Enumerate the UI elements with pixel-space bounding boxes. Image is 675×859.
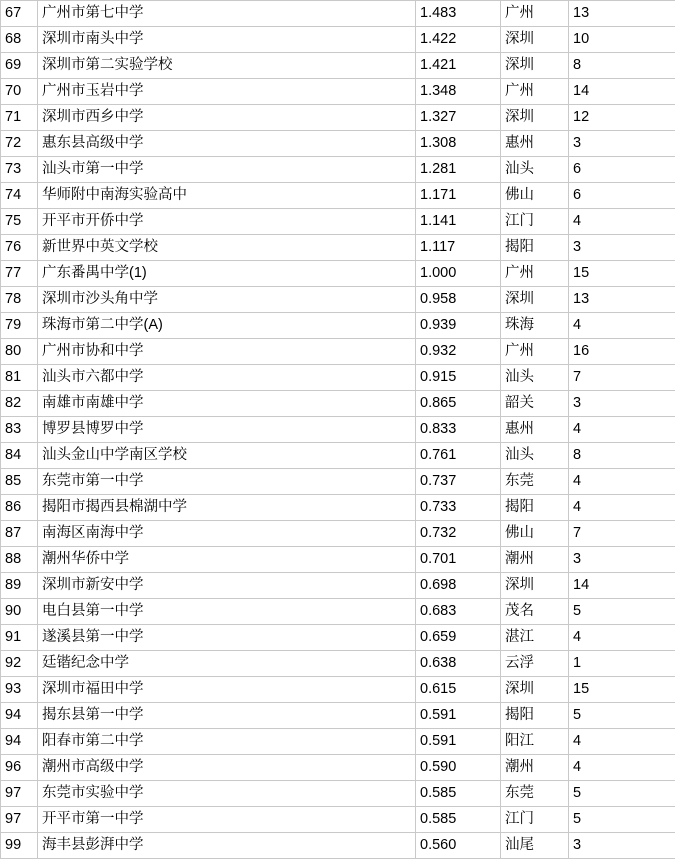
cell-city: 阳江 (501, 729, 569, 755)
cell-city: 惠州 (501, 131, 569, 157)
cell-rank: 86 (1, 495, 38, 521)
cell-score: 1.327 (416, 105, 501, 131)
cell-city: 广州 (501, 339, 569, 365)
table-row (1, 469, 675, 495)
cell-city: 江门 (501, 209, 569, 235)
cell-rank: 84 (1, 443, 38, 469)
cell-school: 广州市玉岩中学 (38, 79, 416, 105)
cell-rank: 74 (1, 183, 38, 209)
cell-score: 1.000 (416, 261, 501, 287)
table-row (1, 729, 675, 755)
cell-count: 7 (569, 521, 675, 547)
cell-rank: 70 (1, 79, 38, 105)
cell-count: 7 (569, 365, 675, 391)
cell-count: 14 (569, 79, 675, 105)
cell-score: 1.308 (416, 131, 501, 157)
cell-count: 1 (569, 651, 675, 677)
cell-school: 遂溪县第一中学 (38, 625, 416, 651)
cell-count: 5 (569, 807, 675, 833)
table-row (1, 157, 675, 183)
cell-rank: 99 (1, 833, 38, 859)
cell-count: 3 (569, 391, 675, 417)
cell-count: 3 (569, 235, 675, 261)
cell-score: 0.590 (416, 755, 501, 781)
cell-count: 6 (569, 183, 675, 209)
cell-count: 3 (569, 547, 675, 573)
cell-rank: 73 (1, 157, 38, 183)
table-row (1, 261, 675, 287)
cell-city: 揭阳 (501, 235, 569, 261)
cell-count: 14 (569, 573, 675, 599)
cell-count: 5 (569, 703, 675, 729)
cell-rank: 97 (1, 807, 38, 833)
table-row (1, 79, 675, 105)
cell-rank: 90 (1, 599, 38, 625)
cell-score: 0.939 (416, 313, 501, 339)
table-row (1, 599, 675, 625)
table-row (1, 443, 675, 469)
cell-school: 深圳市新安中学 (38, 573, 416, 599)
cell-city: 茂名 (501, 599, 569, 625)
cell-school: 博罗县博罗中学 (38, 417, 416, 443)
cell-count: 8 (569, 53, 675, 79)
cell-rank: 94 (1, 729, 38, 755)
cell-score: 0.591 (416, 703, 501, 729)
cell-score: 1.422 (416, 27, 501, 53)
cell-school: 深圳市福田中学 (38, 677, 416, 703)
cell-score: 0.865 (416, 391, 501, 417)
cell-count: 13 (569, 287, 675, 313)
cell-score: 0.585 (416, 807, 501, 833)
table-row (1, 313, 675, 339)
cell-school: 潮州华侨中学 (38, 547, 416, 573)
cell-city: 汕头 (501, 443, 569, 469)
cell-score: 1.281 (416, 157, 501, 183)
table-row (1, 235, 675, 261)
table-row (1, 27, 675, 53)
cell-count: 15 (569, 677, 675, 703)
cell-city: 广州 (501, 1, 569, 27)
cell-city: 江门 (501, 807, 569, 833)
cell-count: 3 (569, 833, 675, 859)
cell-city: 佛山 (501, 521, 569, 547)
cell-rank: 78 (1, 287, 38, 313)
cell-school: 开平市第一中学 (38, 807, 416, 833)
cell-score: 1.348 (416, 79, 501, 105)
cell-score: 0.591 (416, 729, 501, 755)
cell-count: 4 (569, 729, 675, 755)
table-row (1, 833, 675, 859)
cell-count: 4 (569, 469, 675, 495)
cell-school: 广州市第七中学 (38, 1, 416, 27)
table-row (1, 625, 675, 651)
cell-rank: 80 (1, 339, 38, 365)
cell-city: 揭阳 (501, 703, 569, 729)
table-row (1, 755, 675, 781)
cell-score: 0.761 (416, 443, 501, 469)
cell-score: 1.421 (416, 53, 501, 79)
cell-score: 0.932 (416, 339, 501, 365)
cell-count: 4 (569, 313, 675, 339)
cell-rank: 68 (1, 27, 38, 53)
cell-rank: 89 (1, 573, 38, 599)
cell-score: 1.117 (416, 235, 501, 261)
cell-school: 深圳市西乡中学 (38, 105, 416, 131)
table-row (1, 183, 675, 209)
cell-rank: 93 (1, 677, 38, 703)
table-row (1, 651, 675, 677)
table-row (1, 339, 675, 365)
cell-city: 湛江 (501, 625, 569, 651)
cell-school: 广东番禺中学(1) (38, 261, 416, 287)
table-row (1, 131, 675, 157)
table-row (1, 547, 675, 573)
table-row (1, 521, 675, 547)
cell-city: 深圳 (501, 27, 569, 53)
table-row (1, 365, 675, 391)
cell-city: 佛山 (501, 183, 569, 209)
cell-score: 0.733 (416, 495, 501, 521)
cell-score: 0.915 (416, 365, 501, 391)
cell-school: 惠东县高级中学 (38, 131, 416, 157)
cell-city: 汕尾 (501, 833, 569, 859)
cell-score: 0.585 (416, 781, 501, 807)
cell-city: 深圳 (501, 105, 569, 131)
cell-school: 阳春市第二中学 (38, 729, 416, 755)
cell-school: 揭东县第一中学 (38, 703, 416, 729)
cell-city: 珠海 (501, 313, 569, 339)
cell-rank: 77 (1, 261, 38, 287)
cell-city: 韶关 (501, 391, 569, 417)
cell-city: 广州 (501, 79, 569, 105)
cell-school: 廷锴纪念中学 (38, 651, 416, 677)
cell-city: 东莞 (501, 781, 569, 807)
cell-school: 电白县第一中学 (38, 599, 416, 625)
cell-school: 珠海市第二中学(A) (38, 313, 416, 339)
cell-count: 5 (569, 599, 675, 625)
table-row (1, 1, 675, 27)
cell-rank: 79 (1, 313, 38, 339)
cell-rank: 81 (1, 365, 38, 391)
cell-rank: 76 (1, 235, 38, 261)
cell-city: 揭阳 (501, 495, 569, 521)
table-row (1, 573, 675, 599)
table-row (1, 209, 675, 235)
cell-city: 潮州 (501, 547, 569, 573)
cell-city: 深圳 (501, 287, 569, 313)
cell-city: 云浮 (501, 651, 569, 677)
cell-school: 揭阳市揭西县棉湖中学 (38, 495, 416, 521)
cell-count: 4 (569, 417, 675, 443)
cell-school: 深圳市第二实验学校 (38, 53, 416, 79)
cell-city: 深圳 (501, 573, 569, 599)
cell-city: 汕头 (501, 157, 569, 183)
cell-count: 15 (569, 261, 675, 287)
cell-score: 0.958 (416, 287, 501, 313)
cell-rank: 75 (1, 209, 38, 235)
cell-score: 0.732 (416, 521, 501, 547)
cell-score: 0.615 (416, 677, 501, 703)
cell-rank: 85 (1, 469, 38, 495)
cell-rank: 87 (1, 521, 38, 547)
cell-count: 4 (569, 209, 675, 235)
cell-rank: 97 (1, 781, 38, 807)
cell-school: 开平市开侨中学 (38, 209, 416, 235)
cell-school: 新世界中英文学校 (38, 235, 416, 261)
cell-city: 潮州 (501, 755, 569, 781)
cell-score: 0.638 (416, 651, 501, 677)
cell-school: 南雄市南雄中学 (38, 391, 416, 417)
cell-score: 1.171 (416, 183, 501, 209)
table-row (1, 287, 675, 313)
cell-rank: 69 (1, 53, 38, 79)
cell-school: 汕头市六都中学 (38, 365, 416, 391)
cell-school: 华师附中南海实验高中 (38, 183, 416, 209)
table-row (1, 417, 675, 443)
cell-school: 东莞市实验中学 (38, 781, 416, 807)
table-row (1, 781, 675, 807)
cell-rank: 67 (1, 1, 38, 27)
cell-city: 深圳 (501, 677, 569, 703)
table-body (1, 1, 675, 859)
cell-score: 0.698 (416, 573, 501, 599)
cell-rank: 94 (1, 703, 38, 729)
cell-city: 汕头 (501, 365, 569, 391)
cell-school: 广州市协和中学 (38, 339, 416, 365)
cell-school: 汕头市第一中学 (38, 157, 416, 183)
cell-score: 0.833 (416, 417, 501, 443)
cell-city: 东莞 (501, 469, 569, 495)
cell-city: 广州 (501, 261, 569, 287)
cell-rank: 92 (1, 651, 38, 677)
cell-count: 16 (569, 339, 675, 365)
cell-rank: 72 (1, 131, 38, 157)
table-row (1, 495, 675, 521)
cell-school: 海丰县彭湃中学 (38, 833, 416, 859)
table-row (1, 53, 675, 79)
cell-count: 5 (569, 781, 675, 807)
cell-count: 4 (569, 625, 675, 651)
cell-score: 0.737 (416, 469, 501, 495)
cell-rank: 96 (1, 755, 38, 781)
cell-count: 4 (569, 755, 675, 781)
cell-rank: 83 (1, 417, 38, 443)
table-row (1, 677, 675, 703)
cell-count: 6 (569, 157, 675, 183)
cell-score: 0.560 (416, 833, 501, 859)
cell-count: 13 (569, 1, 675, 27)
cell-city: 深圳 (501, 53, 569, 79)
cell-school: 深圳市南头中学 (38, 27, 416, 53)
cell-count: 3 (569, 131, 675, 157)
cell-count: 4 (569, 495, 675, 521)
cell-rank: 71 (1, 105, 38, 131)
cell-count: 10 (569, 27, 675, 53)
table-row (1, 807, 675, 833)
table-row (1, 391, 675, 417)
cell-count: 12 (569, 105, 675, 131)
cell-score: 0.683 (416, 599, 501, 625)
cell-score: 0.659 (416, 625, 501, 651)
cell-city: 惠州 (501, 417, 569, 443)
table-row (1, 105, 675, 131)
cell-school: 东莞市第一中学 (38, 469, 416, 495)
cell-score: 0.701 (416, 547, 501, 573)
cell-score: 1.483 (416, 1, 501, 27)
cell-count: 8 (569, 443, 675, 469)
cell-school: 汕头金山中学南区学校 (38, 443, 416, 469)
table-row (1, 703, 675, 729)
cell-rank: 88 (1, 547, 38, 573)
cell-school: 潮州市高级中学 (38, 755, 416, 781)
cell-rank: 91 (1, 625, 38, 651)
cell-rank: 82 (1, 391, 38, 417)
cell-school: 南海区南海中学 (38, 521, 416, 547)
cell-school: 深圳市沙头角中学 (38, 287, 416, 313)
cell-score: 1.141 (416, 209, 501, 235)
